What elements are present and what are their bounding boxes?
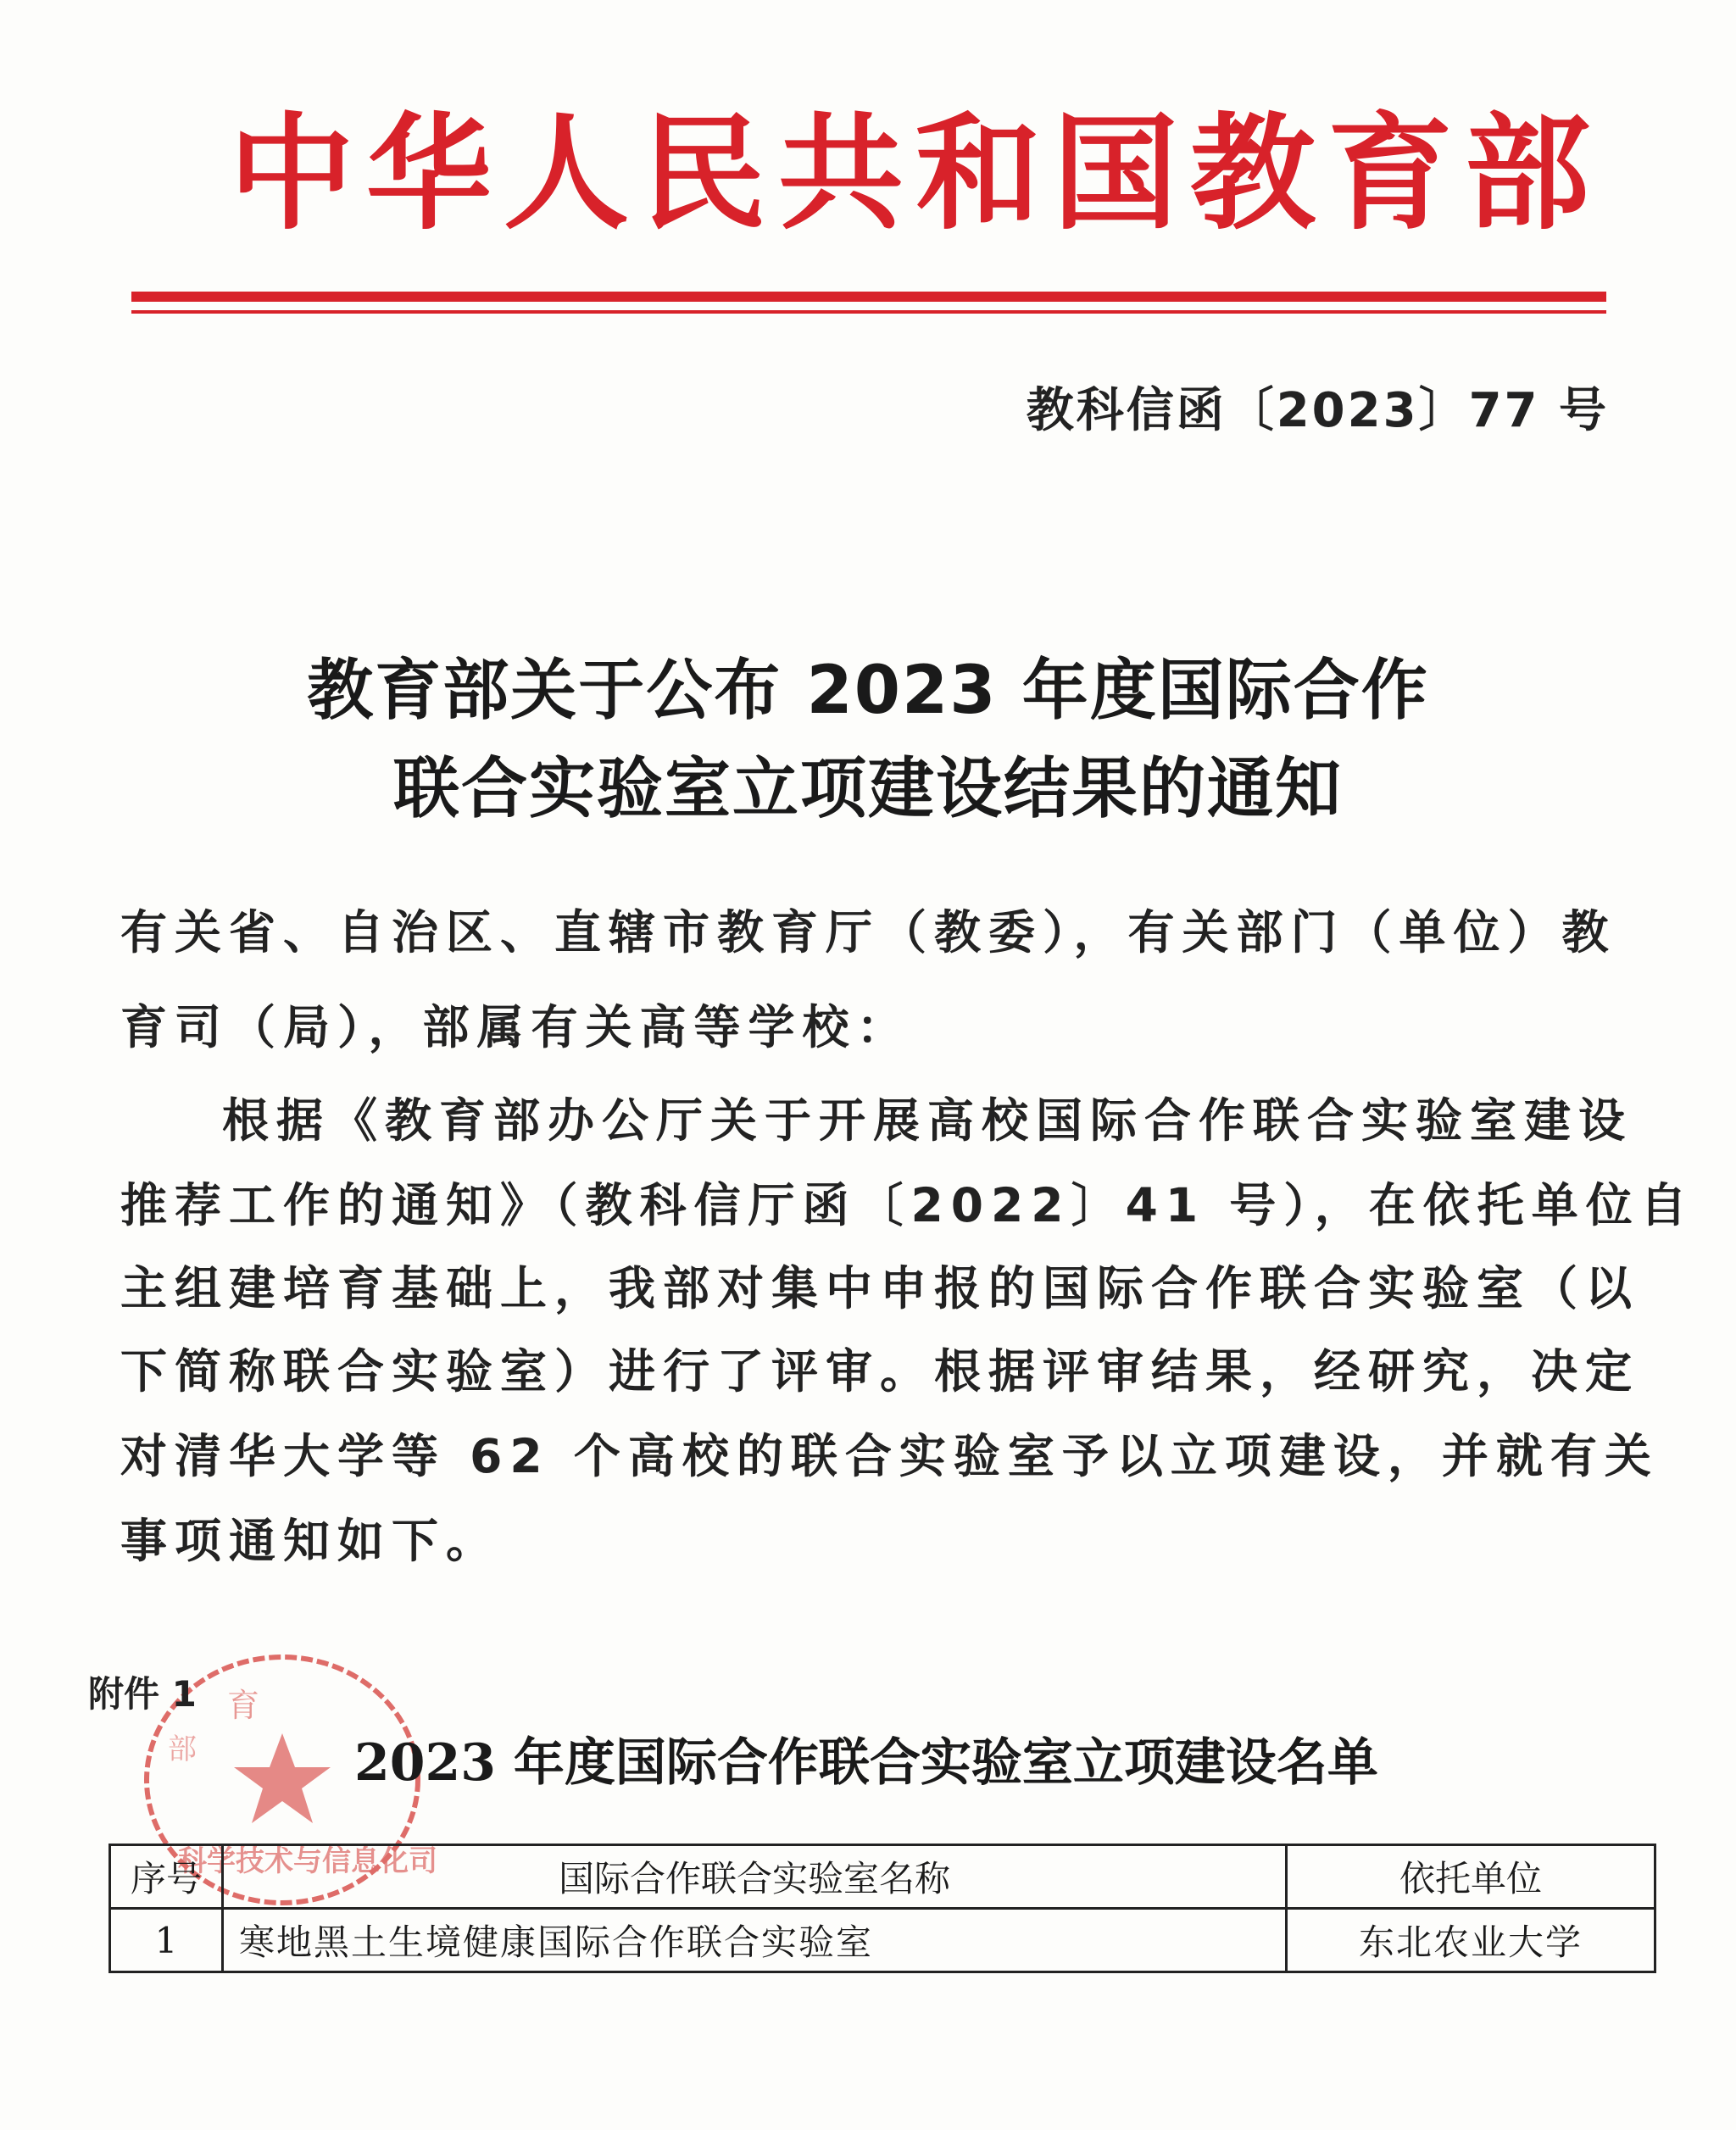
- table-row: [110, 1909, 1655, 1972]
- body-line-7: 对清华大学等 62 个高校的联合实验室予以立项建设，并就有关: [120, 1429, 1659, 1483]
- body-line-3: 根据《教育部办公厅关于开展高校国际合作联合实验室建设: [222, 1093, 1633, 1148]
- header-seq: 序号: [110, 1845, 223, 1909]
- red-rule-thick: [131, 292, 1606, 302]
- header-lab-name: 国际合作联合实验室名称: [223, 1845, 1287, 1909]
- seal-text: 科学技术与信息化司: [178, 1844, 437, 1878]
- header-host-unit: 依托单位: [1287, 1845, 1655, 1909]
- document-number: 教科信函〔2023〕77 号: [1026, 383, 1609, 438]
- row-host-unit: 东北农业大学: [1287, 1909, 1655, 1972]
- document-title-line2: 联合实验室立项建设结果的通知: [392, 751, 1343, 827]
- project-list-table: [108, 1844, 1656, 1973]
- attachment-list-title: 2023 年度国际合作联合实验室立项建设名单: [354, 1733, 1378, 1793]
- row-lab-name: 寒地黑土生境健康国际合作联合实验室: [223, 1909, 1287, 1972]
- body-line-5: 主组建培育基础上，我部对集中申报的国际合作联合实验室（以: [120, 1261, 1640, 1315]
- body-line-8: 事项通知如下。: [120, 1514, 501, 1568]
- body-line-6: 下简称联合实验室）进行了评审。根据评审结果，经研究，决定: [120, 1344, 1640, 1399]
- body-line-2: 育司（局），部属有关高等学校：: [120, 1000, 911, 1054]
- svg-text:育: 育: [227, 1687, 260, 1724]
- red-rule-thin: [131, 310, 1606, 314]
- table-header-row: [110, 1845, 1655, 1909]
- attachment-label: 附件 1: [88, 1673, 197, 1715]
- document-title-line1: 教育部关于公布 2023 年度国际合作: [307, 653, 1429, 729]
- issuer-header: 中华人民共和国教育部: [229, 101, 1602, 247]
- row-seq: 1: [110, 1909, 223, 1972]
- body-line-1: 有关省、自治区、直辖市教育厅（教委），有关部门（单位）教: [120, 905, 1616, 959]
- body-line-4: 推荐工作的通知》（教科信厅函〔2022〕41 号），在依托单位自: [120, 1178, 1694, 1232]
- svg-text:部: 部: [168, 1732, 197, 1766]
